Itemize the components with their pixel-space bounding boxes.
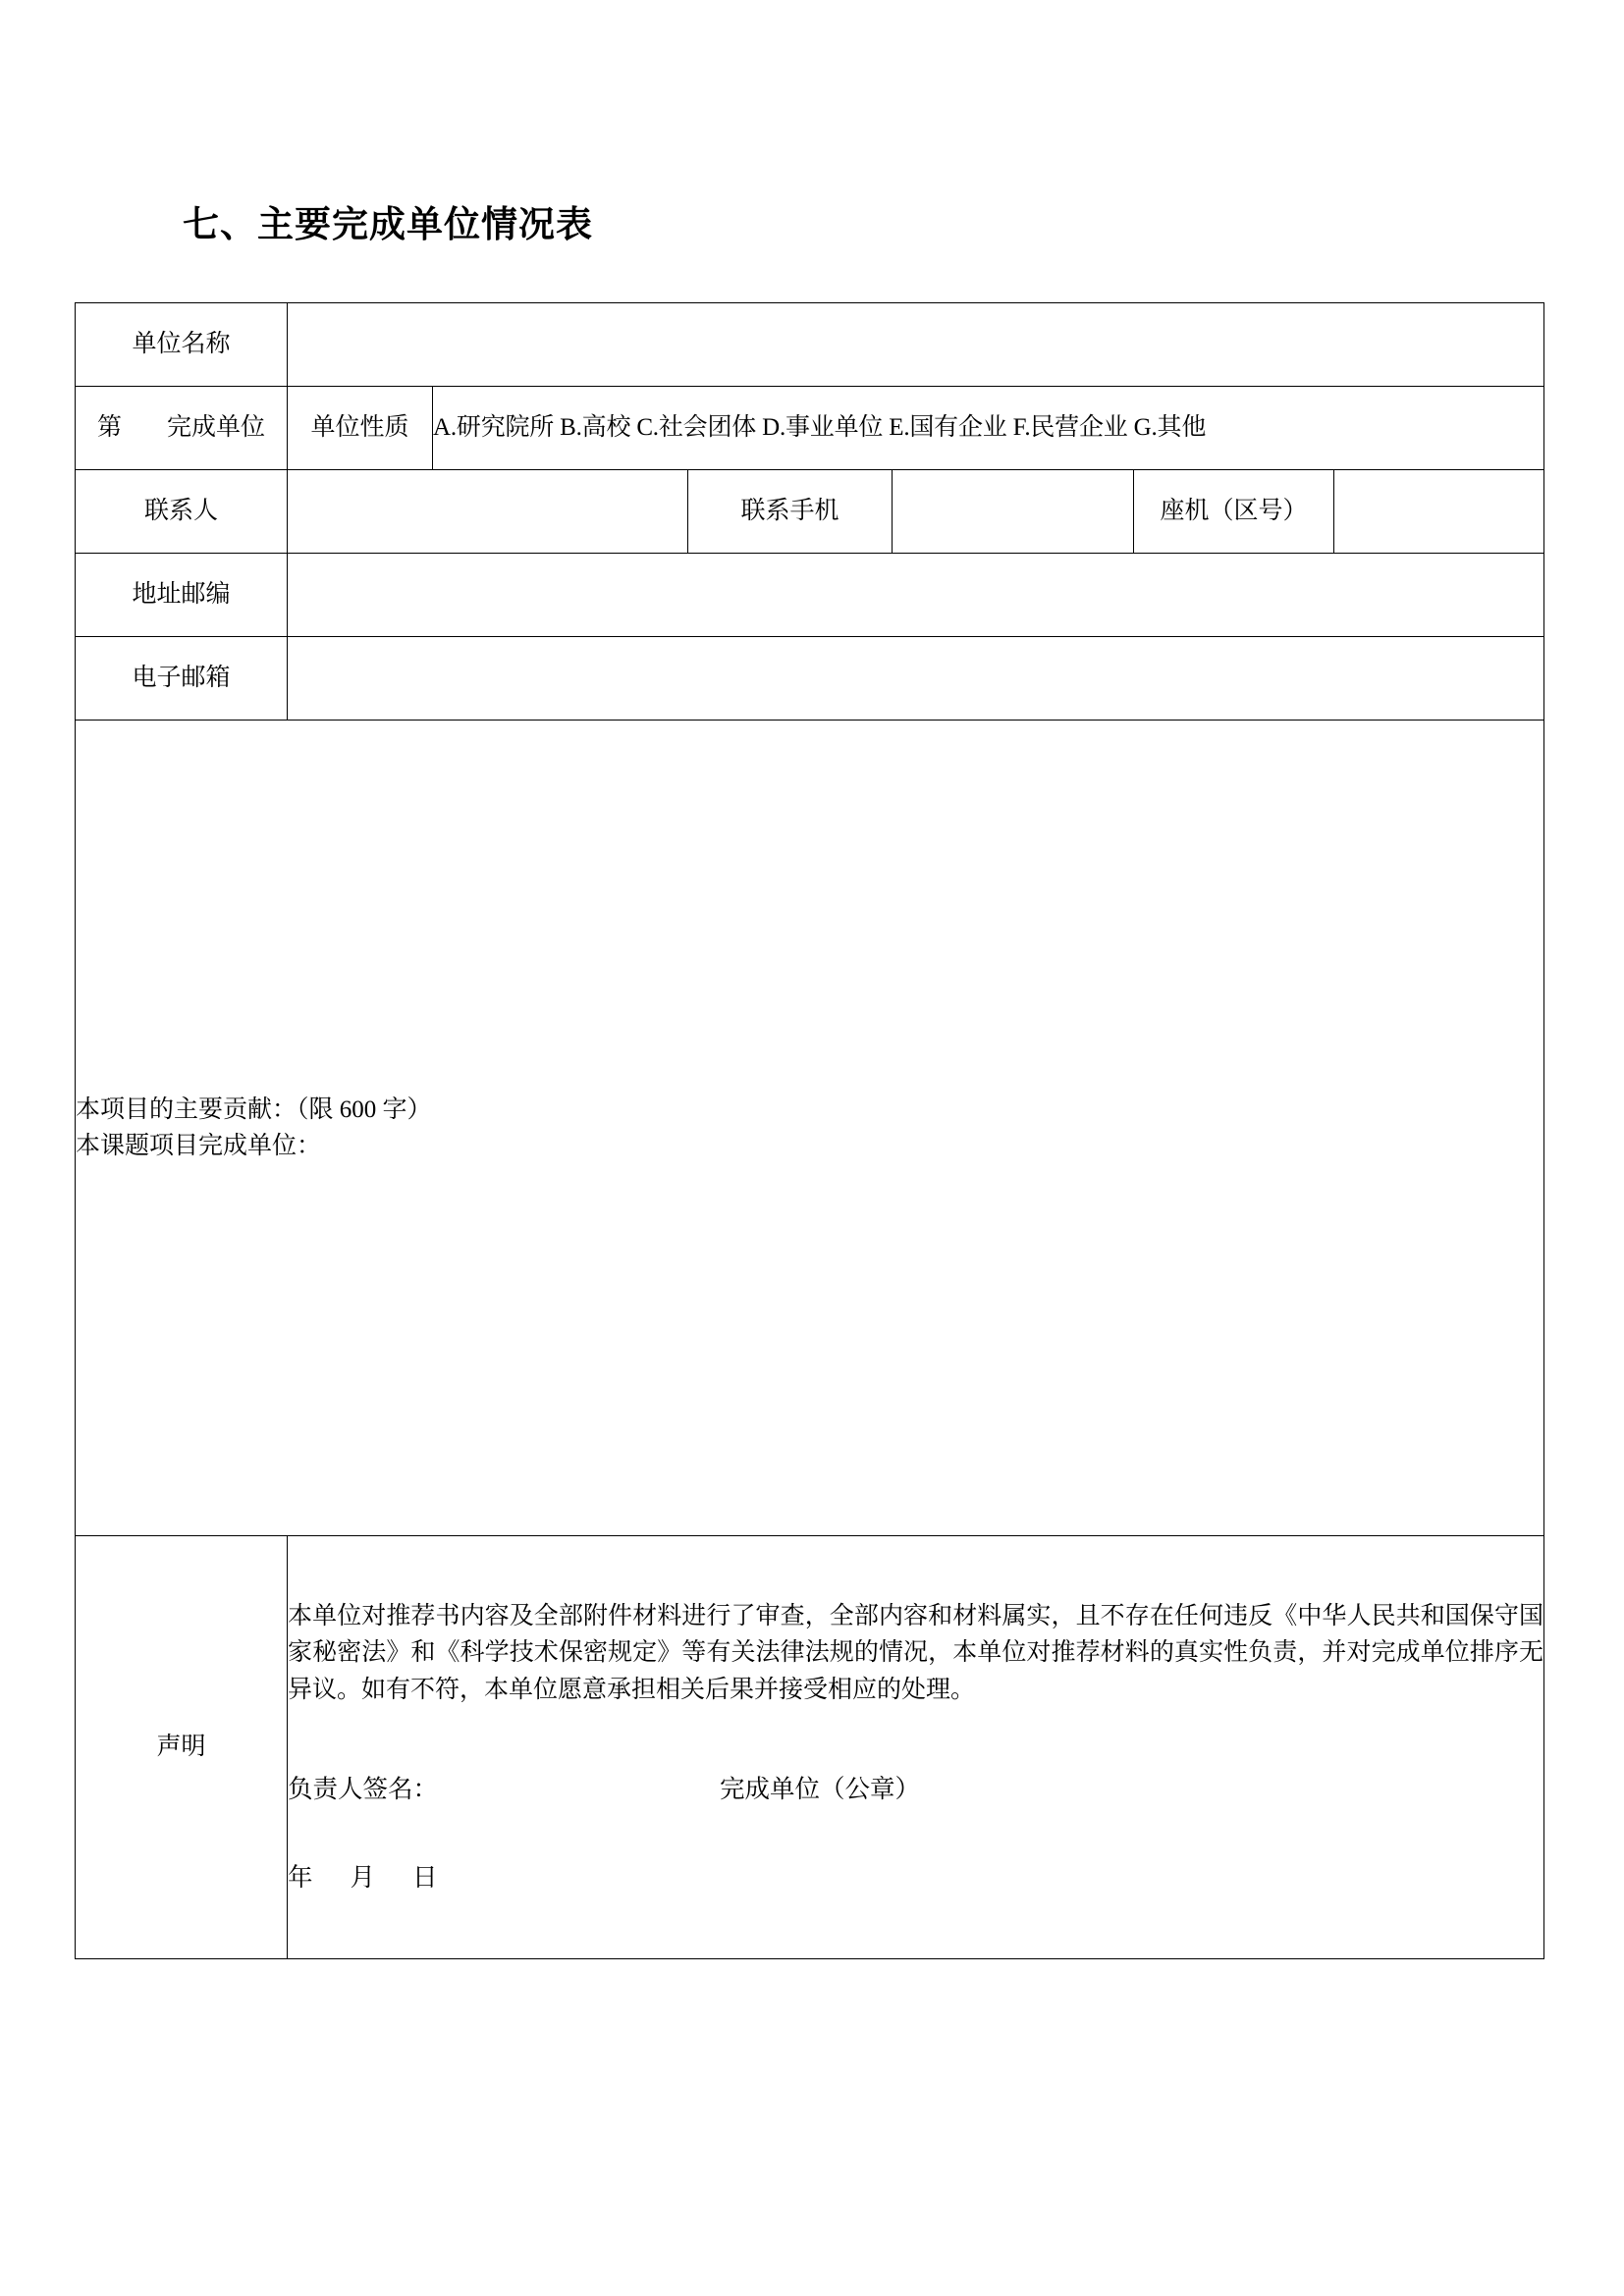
signature-label[interactable]: 负责人签名： [288, 1775, 439, 1804]
unit-name-label: 单位名称 [76, 303, 288, 387]
table-row-contact [76, 470, 1544, 554]
date-year-label: 年 [288, 1863, 313, 1893]
address-value[interactable] [288, 554, 1544, 637]
date-row[interactable] [288, 1859, 1543, 1896]
date-month-label: 月 [350, 1863, 376, 1893]
address-label: 地址邮编 [76, 554, 288, 637]
table-row-address [76, 554, 1544, 637]
table-row-declaration [76, 1536, 1544, 1959]
contact-label: 联系人 [76, 470, 288, 554]
table-row-unit-name [76, 303, 1544, 387]
declaration-label: 声明 [76, 1536, 288, 1959]
table-row-unit-nature [76, 387, 1544, 470]
landline-label: 座机（区号） [1134, 470, 1334, 554]
contribution-cell[interactable] [76, 721, 1544, 1536]
email-value[interactable] [288, 637, 1544, 721]
declaration-cell [288, 1536, 1544, 1959]
unit-seq-suffix: 完成单位 [167, 414, 266, 442]
signature-row [288, 1771, 1543, 1816]
unit-seq-prefix: 第 [96, 414, 122, 442]
mobile-value[interactable] [893, 470, 1134, 554]
date-day-label: 日 [412, 1863, 438, 1893]
unit-info-table [75, 302, 1544, 1959]
declaration-text: 本单位对推荐书内容及全部附件材料进行了审查，全部内容和材料属实，且不存在任何违反《中华人民共和国保守国家秘密法》和《科学技术保密规定》等有关法律法规的情况，本单位对推荐材料的真实性负责，并对完成单位排序无异议。如有不符，本单位愿意承担相关后果并接受相应的处理。 [288, 1602, 1544, 1703]
unit-sequence-cell[interactable] [76, 387, 288, 470]
unit-nature-label: 单位性质 [288, 387, 433, 470]
landline-value[interactable] [1334, 470, 1544, 554]
unit-nature-options[interactable]: A.研究院所 B.高校 C.社会团体 D.事业单位 E.国有企业 F.民营企业 G.其他 [433, 387, 1544, 470]
mobile-label: 联系手机 [688, 470, 893, 554]
page-title: 七、主要完成单位情况表 [183, 204, 593, 244]
contact-value[interactable] [288, 470, 688, 554]
table-row-contribution [76, 721, 1544, 1536]
seal-label[interactable]: 完成单位（公章） [720, 1775, 921, 1804]
table-row-email [76, 637, 1544, 721]
contribution-title: 本项目的主要贡献：（限 600 字） [76, 1095, 432, 1123]
contribution-subtitle: 本课题项目完成单位： [76, 1133, 322, 1159]
email-label: 电子邮箱 [76, 637, 288, 721]
unit-name-value[interactable] [288, 303, 1544, 387]
